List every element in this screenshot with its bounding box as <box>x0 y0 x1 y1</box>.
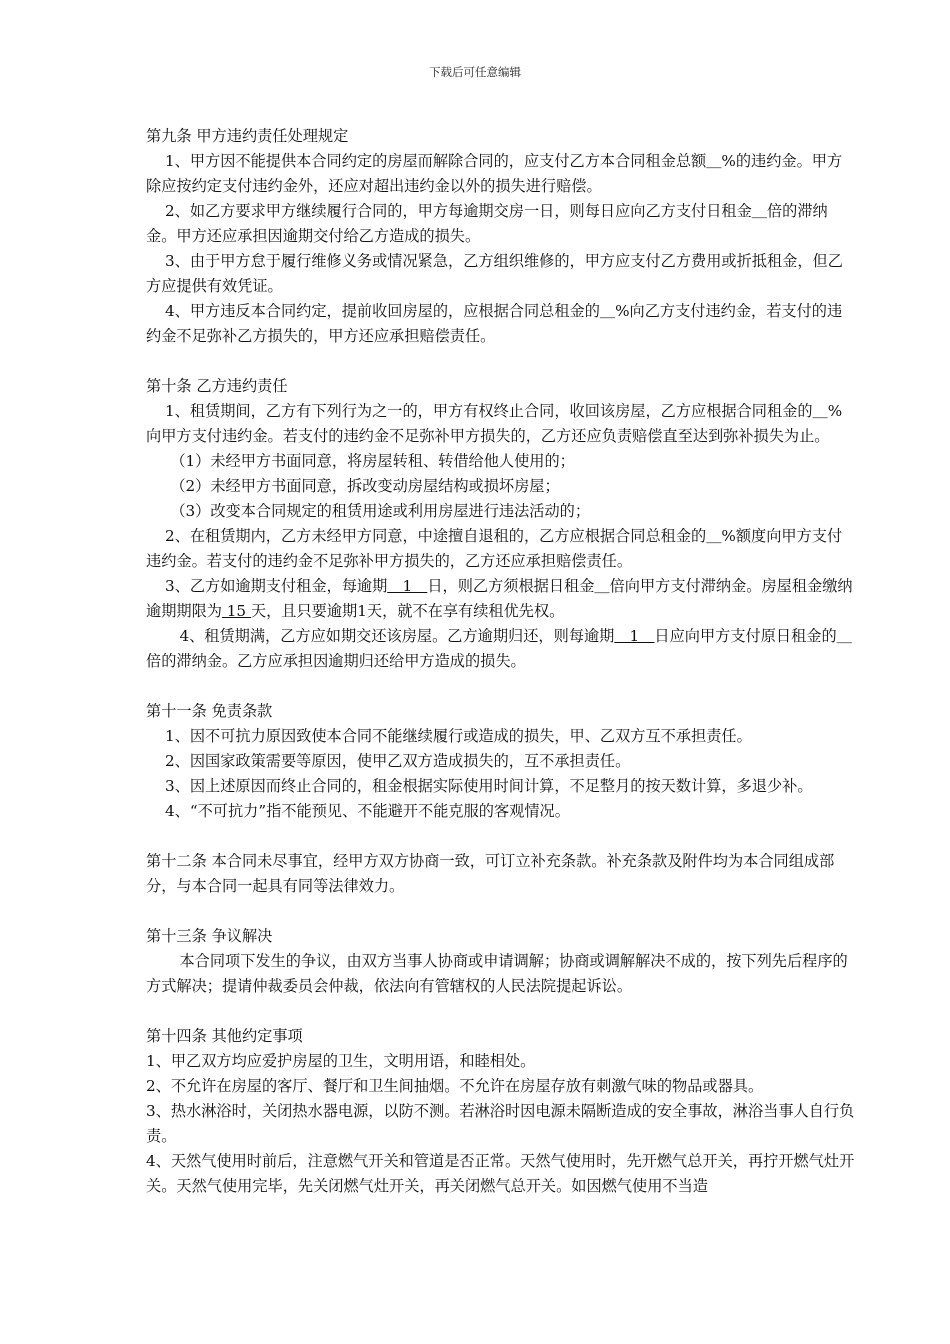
filled-blank-days: 15 <box>221 602 251 620</box>
article-14-clause-1: 1、甲乙双方均应爱护房屋的卫生，文明用语，和睦相处。 <box>146 1052 536 1070</box>
clause-text: 3、乙方如逾期支付租金，每逾期 <box>165 577 388 595</box>
spacer <box>146 824 856 849</box>
article-14 <box>146 1024 856 1199</box>
spacer <box>146 674 856 699</box>
header-note: 下载后可任意编辑 <box>429 65 521 79</box>
article-11-clause-4: 4、“不可抗力”指不能预见、不能避开不能克服的客观情况。 <box>165 802 570 820</box>
article-9-clause-2: 2、如乙方要求甲方继续履行合同的，甲方每逾期交房一日，则每日应向乙方支付日租金＿倍的滞纳金。甲方还应承担因逾期交付给乙方造成的损失。 <box>146 202 828 245</box>
article-10-clause-4 <box>146 624 856 674</box>
article-14-title: 第十四条 其他约定事项 <box>146 1027 303 1045</box>
article-11-title: 第十一条 免责条款 <box>146 702 273 720</box>
article-9-clause-1: 1、甲方因不能提供本合同约定的房屋而解除合同的，应支付乙方本合同租金总额＿%的违约金。甲方除应按约定支付违约金外，还应对超出违约金以外的损失进行赔偿。 <box>146 152 843 195</box>
article-13-clause-1: 本合同项下发生的争议，由双方当事人协商或申请调解；协商或调解解决不成的，按下列先后程序的方式解决；提请仲裁委员会仲裁，依法向有管辖权的人民法院提起诉讼。 <box>146 952 848 995</box>
article-12-text: 第十二条 本合同未尽事宜，经甲方双方协商一致，可订立补充条款。补充条款及附件均为本合同组成部分，与本合同一起具有同等法律效力。 <box>146 852 835 895</box>
article-10-clause-3 <box>146 574 856 624</box>
filled-blank-days: 1 <box>387 577 428 595</box>
article-13 <box>146 924 856 999</box>
article-10-clause-1: 1、租赁期间，乙方有下列行为之一的，甲方有权终止合同，收回该房屋，乙方应根据合同租金的＿%向甲方支付违约金。若支付的违约金不足弥补甲方损失的，乙方还应负责赔偿直至达到弥补损失为止。 <box>146 402 843 445</box>
article-10-item-2: （2）未经甲方书面同意，拆改变动房屋结构或损坏房屋； <box>170 477 560 495</box>
article-11-clause-3: 3、因上述原因而终止合同的，租金根据实际使用时间计算，不足整月的按天数计算，多退少补。 <box>165 777 813 795</box>
spacer <box>146 899 856 924</box>
article-13-title: 第十三条 争议解决 <box>146 927 273 945</box>
article-11-clause-1: 1、因不可抗力原因致使本合同不能继续履行或造成的损失，甲、乙双方互不承担责任。 <box>165 727 752 745</box>
article-9 <box>146 124 856 349</box>
article-14-clause-3: 3、热水淋浴时，关闭热水器电源，以防不测。若淋浴时因电源未隔断造成的安全事故，淋浴当事人自行负责。 <box>146 1102 855 1145</box>
article-9-clause-4: 4、甲方违反本合同约定，提前收回房屋的，应根据合同总租金的＿%向乙方支付违约金，若支付的违约金不足弥补乙方损失的，甲方还应承担赔偿责任。 <box>146 302 843 345</box>
article-14-clause-4: 4、天然气使用时前后，注意燃气开关和管道是否正常。天然气使用时，先开燃气总开关，再拧开燃气灶开关。天然气使用完毕，先关闭燃气灶开关，再关闭燃气总开关。如因燃气使用不当造 <box>146 1152 855 1195</box>
clause-text: 日，则乙方须根据日租金＿倍向甲方支付滞纳金。房屋租金缴纳逾期期限为 <box>146 577 853 620</box>
article-10-clause-2: 2、在租赁期内，乙方未经甲方同意，中途擅自退租的，乙方应根据合同总租金的＿%额度向甲方支付违约金。若支付的违约金不足弥补甲方损失的，乙方还应承担赔偿责任。 <box>146 527 843 570</box>
article-10-title: 第十条 乙方违约责任 <box>146 377 288 395</box>
article-11-clause-2: 2、因国家政策需要等原因，使甲乙双方造成损失的，互不承担责任。 <box>165 752 631 770</box>
spacer <box>146 349 856 374</box>
article-10 <box>146 374 856 674</box>
article-12 <box>146 849 856 899</box>
article-9-clause-3: 3、由于甲方怠于履行维修义务或情况紧急，乙方组织维修的，甲方应支付乙方费用或折抵租金，但乙方应提供有效凭证。 <box>146 252 843 295</box>
filled-blank-days: 1 <box>614 627 655 645</box>
clause-text: 4、租赁期满，乙方应如期交还该房屋。乙方逾期归还，则每逾期 <box>179 627 615 645</box>
article-11 <box>146 699 856 824</box>
article-10-item-1: （1）未经甲方书面同意，将房屋转租、转借给他人使用的； <box>170 452 575 470</box>
article-10-item-3: （3）改变本合同规定的租赁用途或利用房屋进行违法活动的； <box>170 502 591 520</box>
spacer <box>146 999 856 1024</box>
article-14-clause-2: 2、不允许在房屋的客厅、餐厅和卫生间抽烟。不允许在房屋存放有刺激气味的物品或器具。 <box>146 1077 764 1095</box>
contract-body <box>146 124 856 1199</box>
clause-text: 日应向甲方支付原日租金的＿倍的滞纳金。乙方应承担因逾期归还给甲方造成的损失。 <box>146 627 852 670</box>
article-9-title: 第九条 甲方违约责任处理规定 <box>146 127 349 145</box>
clause-text: 天，且只要逾期1天，就不在享有续租优先权。 <box>250 602 565 620</box>
